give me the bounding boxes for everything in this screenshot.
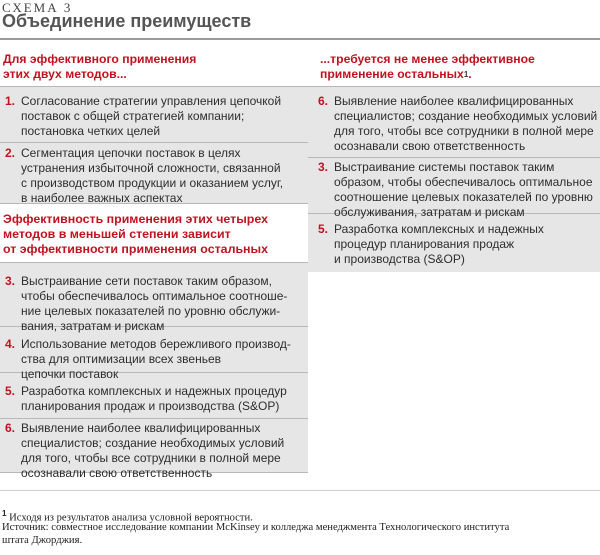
item-number: 5.: [318, 222, 329, 236]
lower-heading-line: Эффективность применения этих четырех: [3, 212, 268, 226]
footnote-divider: [0, 490, 600, 491]
title-underline: [0, 38, 600, 40]
right-item: [318, 222, 598, 267]
item-text-line: специалистов; создание необходимых условий: [21, 436, 285, 450]
item-text-line: Выявление наиболее квалифицированных: [334, 94, 574, 108]
diagram-title: Объединение преимуществ: [2, 11, 252, 31]
lower-heading-line: от эффективности применения остальных: [3, 242, 269, 256]
item-text-line: устранения избыточной сложности, связанной: [21, 161, 281, 175]
item-number: 6.: [5, 421, 16, 435]
item-text-line: Сегментация цепочки поставок в целях: [21, 146, 241, 160]
left-item: [5, 94, 305, 139]
diagram-label: СХЕМА 3: [2, 0, 73, 15]
item-text-line: в наиболее важных аспектах: [21, 191, 183, 205]
right-heading-line: применение остальных$^1$.: [320, 67, 472, 81]
left-heading-line: этих двух методов...: [3, 67, 127, 81]
item-text-line: обслуживания, затратам и рискам: [334, 205, 525, 219]
item-text-line: поставок с общей стратегией компании;: [21, 109, 245, 123]
left-column-heading: [3, 52, 196, 82]
right-item: [318, 94, 598, 154]
item-number: 2.: [5, 146, 16, 160]
lower-item: [5, 421, 305, 481]
right-heading-line: ...требуется не менее эффективное: [320, 52, 535, 66]
item-text-line: Разработка комплексных и надежных процедур: [21, 384, 287, 398]
item-text-line: постановка четких целей: [21, 124, 161, 138]
item-text-line: для того, чтобы все сотрудники в полной мере: [334, 124, 594, 138]
item-text-line: и производства (S&OP): [334, 252, 465, 266]
separator: [0, 418, 308, 419]
lower-section-heading: [3, 212, 268, 257]
source-line: Источник: совместное исследование компании McKinsey и колледжа менеджмента Технологического института: [2, 522, 510, 533]
item-text-line: Разработка комплексных и надежных: [334, 222, 544, 236]
item-number: 4.: [5, 337, 16, 351]
lower-item: [5, 384, 305, 414]
item-text-line: ние целевых показателей по уровню обслужи-: [21, 304, 281, 318]
item-text-line: Использование методов бережливого производ-: [21, 337, 291, 351]
item-text-line: чтобы обеспечивалось оптимальное соотноше-: [21, 289, 288, 303]
item-text-line: вания, затратам и рискам: [21, 319, 165, 333]
item-number: 5.: [5, 384, 16, 398]
left-heading-line: Для эффективного применения: [3, 52, 197, 66]
footnote-marker: 1: [463, 70, 469, 79]
lower-heading-line: методов в меньшей степени зависит: [3, 227, 231, 241]
item-text-line: цепочки поставок: [21, 367, 119, 381]
right-column-heading: [320, 52, 535, 82]
footnote-marker: 1: [2, 509, 7, 518]
item-text-line: осознавали свою ответственность: [334, 139, 526, 153]
item-text-line: планирования продаж и производства (S&OP): [21, 399, 280, 413]
separator: [0, 142, 308, 143]
source-line: штата Джорджия.: [2, 535, 83, 546]
item-text-line: Выстраивание сети поставок таким образом,: [21, 274, 272, 288]
lower-item: [5, 337, 305, 382]
item-text-line: Выявление наиболее квалифицированных: [21, 421, 261, 435]
item-number: 1.: [5, 94, 16, 108]
item-text-line: Выстраивание системы поставок таким: [334, 160, 555, 174]
separator: [0, 86, 308, 87]
item-text-line: осознавали свою ответственность: [21, 466, 213, 480]
item-text-line: для того, чтобы все сотрудники в полной мере: [21, 451, 281, 465]
footnote-conditional-probability: $^1$ Исходя из результатов анализа условной вероятности.: [2, 509, 253, 524]
item-text-line: ства для оптимизации всех звеньев: [21, 352, 222, 366]
separator: [308, 86, 600, 87]
item-text-line: Согласование стратегии управления цепочкой: [21, 94, 282, 108]
item-text-line: специалистов; создание необходимых условий: [334, 109, 598, 123]
item-number: 6.: [318, 94, 329, 108]
item-number: 3.: [318, 160, 329, 174]
left-item: [5, 146, 305, 206]
lower-item: [5, 274, 305, 334]
item-text-line: процедур планирования продаж: [334, 237, 515, 251]
separator: [0, 262, 308, 263]
item-number: 3.: [5, 274, 16, 288]
item-text-line: образом, чтобы обеспечивалось оптимальное: [334, 175, 593, 189]
item-text-line: с производством продукции и оказанием услуг,: [21, 176, 284, 190]
source-note: [2, 521, 598, 547]
item-text-line: соотношение целевых показателей по уровню: [334, 190, 593, 204]
right-item: [318, 160, 598, 220]
separator: [308, 157, 600, 158]
